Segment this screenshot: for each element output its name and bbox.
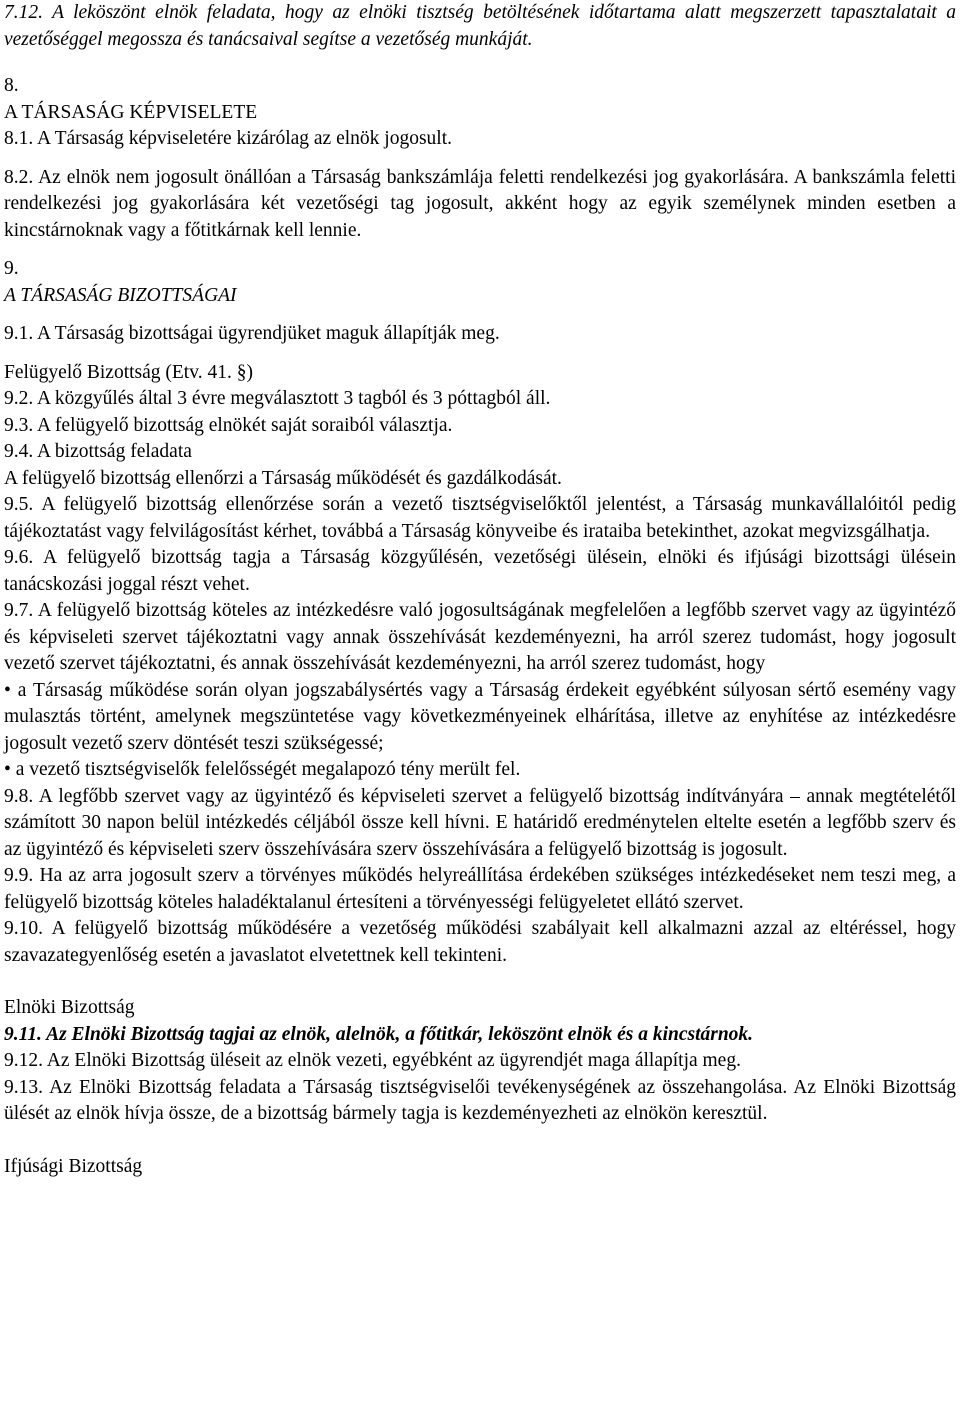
paragraph-9-12: 9.12. Az Elnöki Bizottság üléseit az elnök vezeti, egyébként az ügyrendjét maga állapítja meg. (4, 1050, 741, 1071)
paragraph-9-11: 9.11. Az Elnöki Bizottság tagjai az elnök, alelnök, a főtitkár, leköszönt elnök és a kincstárnok. (4, 1023, 754, 1045)
presidential-board-title: Elnöki Bizottság (4, 997, 135, 1018)
paragraph-9-4-body: A felügyelő bizottság ellenőrzi a Társaság működését és gazdálkodását. (4, 467, 562, 489)
paragraph-9-8: 9.8. A legfőbb szervet vagy az ügyintéző és képviseleti szervet a felügyelő bizottság indítványára – annak megtételétől számított 30 napon belül intézkedés céljából össze kell hívni. E határidő eredménytelen eltelte esetén a legfőbb szerv és az ügyintéző és képviseleti szerv összehívására szerv összehívására a felügyelő bizottság is jogosult. (4, 785, 956, 860)
section-8-number: 8. (4, 75, 19, 96)
paragraph-9-2: 9.2. A közgyűlés által 3 évre megválasztott 3 tagból és 3 póttagból áll. (4, 388, 551, 409)
youth-board-title: Ifjúsági Bizottság (4, 1155, 143, 1177)
paragraph-9-9: 9.9. Ha az arra jogosult szerv a törvényes működés helyreállítása érdekében szükséges intézkedéseket nem teszi meg, a felügyelő bizottság köteles haladéktalanul értesíteni a törvényességi felügyeletet ellátó szervet. (4, 865, 956, 913)
bullet-item-1: • a Társaság működése során olyan jogszabálysértés vagy a Társaság érdekeit egyébként súlyosan sértő esemény vagy mulasztás történt, amelynek megszüntetése vagy következményeinek elhárítása, illetve az enyhítése az intézkedésre jogosult vezető szerv döntését teszi szükségessé; (4, 678, 956, 758)
paragraph-9-7: 9.7. A felügyelő bizottság köteles az intézkedésre való jogosultságának megfelelően a legfőbb szervet vagy az ügyintéző és képviseleti szervet tájékoztatni vagy annak összehívását kezdeményezni, ha arról szerez tudomást, hogy jogosult vezető szervet tájékoztatni, és annak összehívását kezdeményezni, ha arról szerez tudomást, hogy (4, 600, 956, 674)
paragraph-9-4: 9.4. A bizottság feladata (4, 441, 192, 462)
bullet-item-2: • a vezető tisztségviselők felelősségét megalapozó tény merült fel. (4, 757, 956, 784)
supervisory-board-title: Felügyelő Bizottság (Etv. 41. §) (4, 361, 253, 383)
section-8-title: A TÁRSASÁG KÉPVISELETE (4, 101, 258, 123)
paragraph-9-10: 9.10. A felügyelő bizottság működésére a vezetőség működési szabályait kell alkalmazni azzal az eltéréssel, hogy szavazategyenlőség esetén a javaslatot elvetettnek kell tekinteni. (4, 918, 956, 966)
paragraph-9-5: 9.5. A felügyelő bizottság ellenőrzése során a vezető tisztségviselőktől jelentést, a Társaság munkavállalóitól pedig tájékoztatást vagy felvilágosítást kérhet, továbbá a Társaság könyveibe és irataiba betekinthet, azokat megvizsgálhatja. (4, 494, 956, 542)
paragraph-8-2: 8.2. Az elnök nem jogosult önállóan a Társaság bankszámlája feletti rendelkezési jog gyakorlására. A bankszámla feletti rendelkezési jog gyakorlására két vezetőségi tag jogosult, akként hogy az egyik személynek minden esetben a kincstárnoknak vagy a főtitkárnak kell lennie. (4, 166, 956, 241)
paragraph-9-3: 9.3. A felügyelő bizottság elnökét saját soraiból választja. (4, 414, 453, 436)
section-9-title: A TÁRSASÁG BIZOTTSÁGAI (4, 284, 237, 306)
paragraph-7-12: 7.12. A leköszönt elnök feladata, hogy az elnöki tisztség betöltésének időtartama alatt megszerzett tapasztalatait a vezetőséggel megossza és tanácsaival segítse a vezetőség munkáját. (4, 2, 956, 50)
section-9-number: 9. (4, 258, 19, 279)
paragraph-8-1: 8.1. A Társaság képviseletére kizárólag az elnök jogosult. (4, 128, 453, 149)
paragraph-9-1: 9.1. A Társaság bizottságai ügyrendjüket maguk állapítják meg. (4, 323, 500, 344)
paragraph-9-6: 9.6. A felügyelő bizottság tagja a Társaság közgyűlésén, vezetőségi ülésein, elnöki és ifjúsági bizottsági ülésein tanácskozási joggal részt vehet. (4, 547, 956, 595)
paragraph-9-13: 9.13. Az Elnöki Bizottság feladata a Társaság tisztségviselői tevékenységének az összehangolása. Az Elnöki Bizottság ülését az elnök hívja össze, de a bizottság bármely tagja is kezdeményezheti az elnökön keresztül. (4, 1076, 956, 1124)
